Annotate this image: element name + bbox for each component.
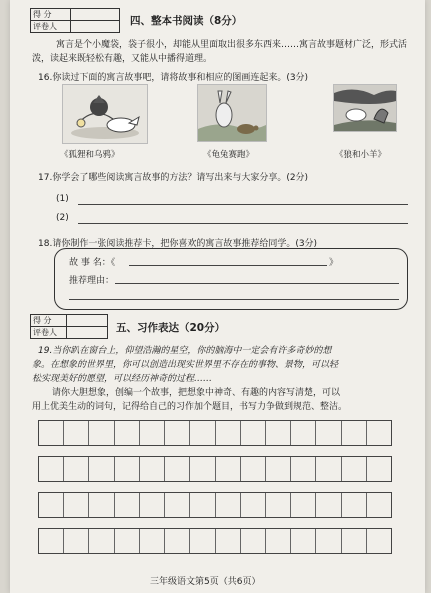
q17-item-1-label: (1) [56, 194, 69, 204]
writing-grid-cell[interactable] [190, 493, 215, 517]
writing-grid-cell[interactable] [367, 529, 391, 553]
caption-fox-crow: 《狐狸和乌鸦》 [60, 150, 120, 160]
writing-grid-cell[interactable] [115, 457, 140, 481]
writing-grid-cell[interactable] [241, 529, 266, 553]
writing-grid-cell[interactable] [291, 457, 316, 481]
q17-answer-line-1[interactable] [78, 204, 408, 205]
writing-grid-cell[interactable] [241, 421, 266, 445]
writing-grid-cell[interactable] [367, 421, 391, 445]
writing-grid-cell[interactable] [89, 529, 114, 553]
writing-grid-cell[interactable] [291, 529, 316, 553]
writing-grid-cell[interactable] [342, 457, 367, 481]
q19-instructions [32, 386, 417, 414]
writing-grid-cell[interactable] [367, 493, 391, 517]
q19-line-3: 松实现美好的愿望，可以经历神奇的过程…… [32, 374, 213, 384]
writing-grid-cell[interactable] [342, 421, 367, 445]
recommendation-card [54, 248, 408, 310]
writing-grid-row[interactable] [38, 528, 392, 554]
wolf-lamb-picture [333, 84, 397, 132]
writing-grid-cell[interactable] [342, 529, 367, 553]
writing-grid-cell[interactable] [64, 493, 89, 517]
q19-line-4: 请你大胆想象，创编一个故事，把想象中神奇、有趣的内容写清楚，可以 [52, 388, 341, 398]
writing-grid-cell[interactable] [39, 457, 64, 481]
question-16: 16.你读过下面的寓言故事吧，请将故事和相应的图画连起来。(3分) [38, 73, 309, 83]
writing-grid-cell[interactable] [190, 457, 215, 481]
writing-grid-cell[interactable] [367, 457, 391, 481]
writing-grid-cell[interactable] [316, 493, 341, 517]
card-story-name-close: 》 [329, 258, 339, 268]
caption-tortoise-hare: 《龟兔赛跑》 [203, 150, 255, 160]
writing-grid-cell[interactable] [266, 529, 291, 553]
writing-grid-cell[interactable] [64, 529, 89, 553]
score-label: 得 分 [31, 315, 67, 327]
card-story-name-line[interactable] [129, 265, 327, 266]
score-label: 得 分 [31, 9, 71, 21]
writing-grid-cell[interactable] [266, 493, 291, 517]
tortoise-hare-picture [197, 84, 267, 142]
writing-grid-row[interactable] [38, 420, 392, 446]
grader-label: 评卷人 [31, 327, 67, 339]
writing-grid-cell[interactable] [216, 493, 241, 517]
question-19-text [32, 344, 417, 386]
writing-grid-cell[interactable] [115, 421, 140, 445]
card-reason-label: 推荐理由： [69, 276, 115, 286]
card-reason-line-1[interactable] [115, 283, 399, 284]
writing-grid-cell[interactable] [342, 493, 367, 517]
q17-item-2-label: (2) [56, 213, 69, 223]
page-footer: 三年级语文第5页（共6页） [150, 577, 261, 587]
writing-grid-cell[interactable] [89, 421, 114, 445]
question-18: 18.请你制作一张阅读推荐卡，把你喜欢的寓言故事推荐给同学。(3分) [38, 239, 318, 249]
writing-grid-cell[interactable] [165, 457, 190, 481]
writing-grid-cell[interactable] [316, 529, 341, 553]
writing-grid-row[interactable] [38, 492, 392, 518]
wolf-lamb-icon [334, 85, 396, 131]
section4-intro: 寓言是个小魔袋，袋子很小，却能从里面取出很多东西来……寓言故事题材广泛，形式活泼，读起来既轻松有趣，又能从中播得道理。 [32, 40, 408, 64]
writing-grid-cell[interactable] [140, 457, 165, 481]
writing-grid-cell[interactable] [140, 529, 165, 553]
writing-grid-cell[interactable] [165, 421, 190, 445]
writing-grid-cell[interactable] [190, 529, 215, 553]
writing-grid-cell[interactable] [291, 421, 316, 445]
q19-line-5: 用上优美生动的词句，记得给自己的习作加个题目，书写力争做到规范、整洁。 [32, 402, 348, 412]
exam-page [10, 0, 425, 593]
writing-grid-cell[interactable] [165, 493, 190, 517]
writing-grid-cell[interactable] [316, 421, 341, 445]
writing-grid-cell[interactable] [64, 421, 89, 445]
writing-grid-cell[interactable] [316, 457, 341, 481]
writing-grid-cell[interactable] [64, 457, 89, 481]
writing-grid-cell[interactable] [89, 493, 114, 517]
writing-grid-cell[interactable] [39, 529, 64, 553]
writing-grid-cell[interactable] [266, 421, 291, 445]
writing-grid-cell[interactable] [115, 529, 140, 553]
score-box-section4 [30, 8, 120, 33]
writing-grid-cell[interactable] [216, 457, 241, 481]
writing-grid-cell[interactable] [241, 457, 266, 481]
writing-grid-cell[interactable] [39, 421, 64, 445]
tortoise-hare-icon [198, 85, 266, 141]
fox-and-crow-picture [62, 84, 148, 144]
writing-grid-row[interactable] [38, 456, 392, 482]
writing-grid-cell[interactable] [241, 493, 266, 517]
writing-grid-cell[interactable] [89, 457, 114, 481]
writing-grid-cell[interactable] [190, 421, 215, 445]
writing-grid-cell[interactable] [115, 493, 140, 517]
fox-crow-icon [63, 85, 147, 143]
writing-grid-cell[interactable] [165, 529, 190, 553]
grader-label: 评卷人 [31, 21, 71, 33]
q17-answer-line-2[interactable] [78, 223, 408, 224]
writing-grid-cell[interactable] [140, 421, 165, 445]
writing-grid-cell[interactable] [216, 421, 241, 445]
q19-line-1: 19.当你趴在窗台上，仰望浩瀚的星空，你的脑海中一定会有许多奇妙的想 [38, 346, 332, 356]
q19-line-2: 象。在想象的世界里，你可以创造出现实世界里不存在的事物、景物，可以轻 [32, 360, 339, 370]
writing-grid-cell[interactable] [216, 529, 241, 553]
section4-title: 四、整本书阅读（8分） [130, 15, 243, 27]
section5-title: 五、习作表达（20分） [116, 322, 226, 334]
caption-wolf-lamb: 《狼和小羊》 [335, 150, 387, 160]
score-box-section5 [30, 314, 108, 339]
card-story-name-label: 故 事 名：《 [69, 258, 116, 268]
writing-grid-cell[interactable] [291, 493, 316, 517]
writing-grid-cell[interactable] [266, 457, 291, 481]
question-17: 17.你学会了哪些阅读寓言故事的方法？请写出来与大家分享。(2分) [38, 173, 309, 183]
writing-grid-cell[interactable] [39, 493, 64, 517]
card-reason-line-2[interactable] [69, 299, 399, 300]
writing-grid-cell[interactable] [140, 493, 165, 517]
